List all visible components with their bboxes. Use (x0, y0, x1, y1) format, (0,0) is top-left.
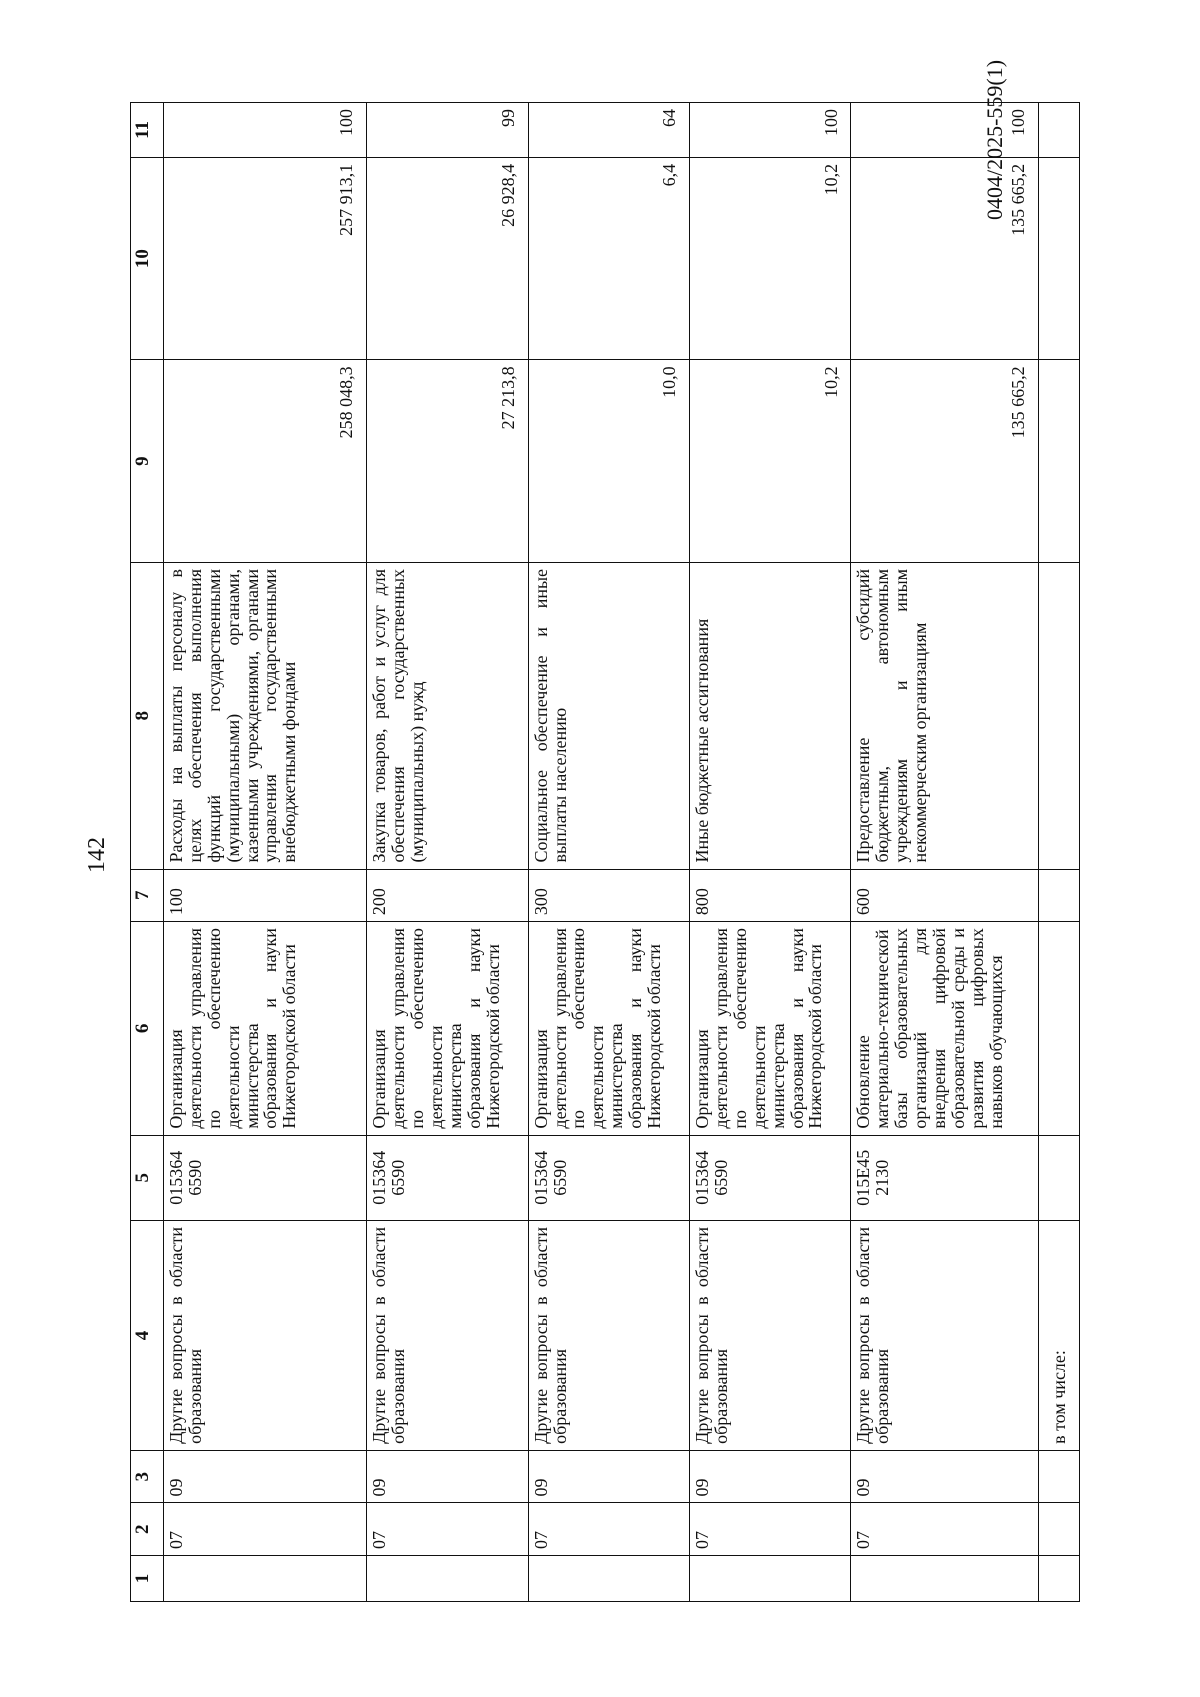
table-row (367, 103, 528, 1602)
cell-target-name: Обновление материально-технической базы образовательных организаций для внедрения цифровой образовательной среды и развития цифровых навыков обучающихся (851, 922, 1039, 1136)
cell-percent: 100 (690, 103, 851, 158)
cell-expense-name: Расходы на выплаты персоналу в целях обеспечения выполнения функций государственными (муниципальными) органами, казенными учреждениями, органами управления государственными внебюджетными фондами (164, 562, 367, 869)
col-header-5: 5 (131, 1135, 164, 1220)
cell-plan (1039, 360, 1080, 563)
cell-expense-name: Закупка товаров, работ и услуг для обеспечения государственных (муниципальных) нужд (367, 562, 528, 869)
cell-plan: 258 048,3 (164, 360, 367, 563)
cell-section: 07 (164, 1503, 367, 1556)
cell-percent: 64 (528, 103, 689, 158)
cell-target-name: Организация деятельности управления по обеспечению деятельности министерства образования и науки Нижегородской области (690, 922, 851, 1136)
cell-plan: 27 213,8 (367, 360, 528, 563)
cell-expense-name (1039, 562, 1080, 869)
page-number: 142 (84, 837, 110, 873)
cell-expense-code: 100 (164, 869, 367, 922)
col-header-3: 3 (131, 1450, 164, 1503)
cell-c1 (851, 1556, 1039, 1602)
table-row (528, 103, 689, 1602)
cell-actual: 6,4 (528, 157, 689, 360)
table-row (164, 103, 367, 1602)
table-row (851, 103, 1039, 1602)
subtotal-row (1039, 103, 1080, 1602)
cell-target-code: 015364 6590 (528, 1135, 689, 1220)
cell-expense-name: Социальное обеспечение и иные выплаты населению (528, 562, 689, 869)
cell-expense-code (1039, 869, 1080, 922)
cell-target-code: 015364 6590 (164, 1135, 367, 1220)
col-header-1: 1 (131, 1556, 164, 1602)
col-header-10: 10 (131, 157, 164, 360)
document-code: 0404/2025-559(1) (982, 59, 1007, 221)
header-row (131, 103, 164, 1602)
cell-actual (1039, 157, 1080, 360)
cell-actual: 26 928,4 (367, 157, 528, 360)
cell-section-name: Другие вопросы в области образования (851, 1220, 1039, 1450)
cell-section: 07 (851, 1503, 1039, 1556)
cell-subsection: 09 (528, 1450, 689, 1503)
cell-subsection (1039, 1450, 1080, 1503)
cell-expense-name: Предоставление субсидий бюджетным, автономным учреждениям и иным некоммерческим организациям (851, 562, 1039, 869)
col-header-6: 6 (131, 922, 164, 1136)
cell-target-code: 015364 6590 (367, 1135, 528, 1220)
cell-percent (1039, 103, 1080, 158)
cell-target-name: Организация деятельности управления по обеспечению деятельности министерства образования и науки Нижегородской области (528, 922, 689, 1136)
cell-target-name (1039, 922, 1080, 1136)
cell-plan: 135 665,2 (851, 360, 1039, 563)
cell-expense-code: 600 (851, 869, 1039, 922)
col-header-11: 11 (131, 103, 164, 158)
cell-section-name: Другие вопросы в области образования (690, 1220, 851, 1450)
cell-percent: 100 (851, 103, 1039, 158)
col-header-4: 4 (131, 1220, 164, 1450)
cell-target-name: Организация деятельности управления по обеспечению деятельности министерства образования и науки Нижегородской области (367, 922, 528, 1136)
cell-target-name: Организация деятельности управления по обеспечению деятельности министерства образования и науки Нижегородской области (164, 922, 367, 1136)
cell-section: 07 (690, 1503, 851, 1556)
col-header-7: 7 (131, 869, 164, 922)
cell-percent: 99 (367, 103, 528, 158)
cell-actual: 257 913,1 (164, 157, 367, 360)
cell-expense-code: 300 (528, 869, 689, 922)
rotated-table-wrapper (130, 102, 1080, 1602)
cell-expense-name: Иные бюджетные ассигнования (690, 562, 851, 869)
cell-c1 (690, 1556, 851, 1602)
cell-subsection: 09 (690, 1450, 851, 1503)
cell-section-name: Другие вопросы в области образования (164, 1220, 367, 1450)
cell-plan: 10,0 (528, 360, 689, 563)
cell-section (1039, 1503, 1080, 1556)
cell-section: 07 (367, 1503, 528, 1556)
cell-c1 (1039, 1556, 1080, 1602)
subtotal-label: в том числе: (1039, 1220, 1080, 1450)
cell-percent: 100 (164, 103, 367, 158)
cell-expense-code: 200 (367, 869, 528, 922)
budget-table (130, 102, 1080, 1602)
cell-subsection: 09 (164, 1450, 367, 1503)
cell-actual: 10,2 (690, 157, 851, 360)
cell-expense-code: 800 (690, 869, 851, 922)
cell-section: 07 (528, 1503, 689, 1556)
col-header-9: 9 (131, 360, 164, 563)
cell-section-name: Другие вопросы в области образования (367, 1220, 528, 1450)
cell-section-name: Другие вопросы в области образования (528, 1220, 689, 1450)
cell-c1 (367, 1556, 528, 1602)
cell-subsection: 09 (851, 1450, 1039, 1503)
cell-target-code (1039, 1135, 1080, 1220)
cell-subsection: 09 (367, 1450, 528, 1503)
cell-target-code: 015E45 2130 (851, 1135, 1039, 1220)
cell-c1 (528, 1556, 689, 1602)
cell-c1 (164, 1556, 367, 1602)
col-header-8: 8 (131, 562, 164, 869)
cell-actual: 135 665,2 (851, 157, 1039, 360)
cell-plan: 10,2 (690, 360, 851, 563)
col-header-2: 2 (131, 1503, 164, 1556)
cell-target-code: 015364 6590 (690, 1135, 851, 1220)
table-row (690, 103, 851, 1602)
